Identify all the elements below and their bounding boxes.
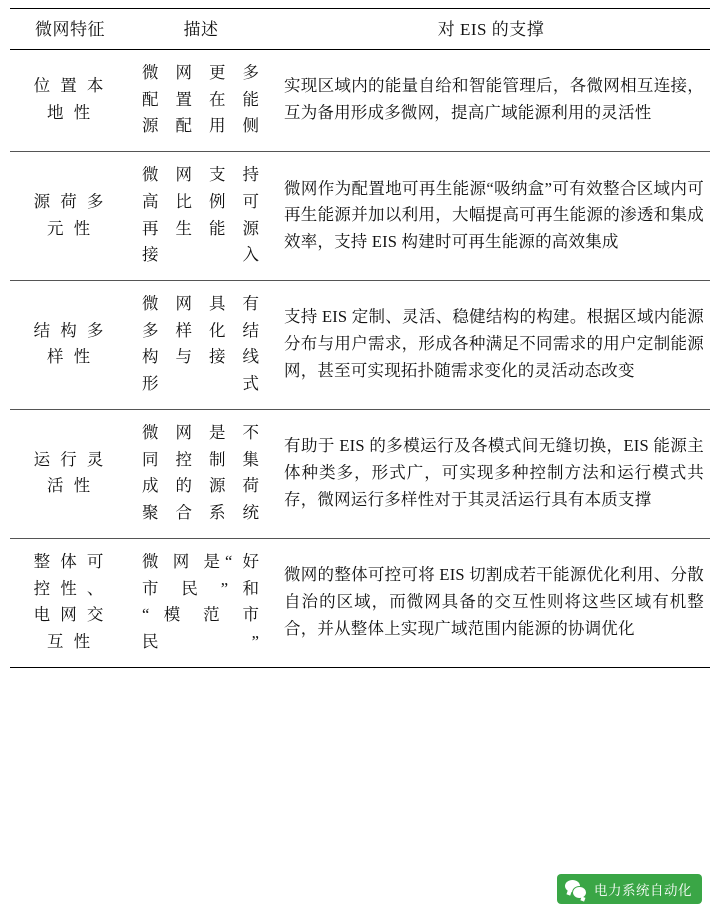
feature-line: 结 构 多: [33, 320, 107, 340]
description-line: 形 式: [142, 374, 260, 394]
cell-support: 支持 EIS 定制、灵活、稳健结构的构建。根据区域内能源分布与用户需求，形成各种满足不同需求的用户定制能源网，甚至可实现拓扑随需求变化的灵活动态改变: [272, 281, 710, 410]
cell-description: [130, 409, 272, 538]
feature-line: 活 性: [46, 476, 94, 496]
cell-feature: [10, 538, 130, 667]
column-header-description: 描述: [130, 9, 272, 50]
column-header-feature: 微网特征: [10, 9, 130, 50]
description-line: 构 与 接 线: [142, 347, 260, 367]
description-line: 再 生 能 源: [142, 218, 260, 238]
description-line: 微 网 支 持: [142, 165, 260, 185]
feature-line: 元 性: [46, 218, 94, 238]
description-line: 民 ”: [142, 631, 260, 651]
description-line: 微 网 具 有: [142, 294, 260, 314]
table-row: [10, 409, 710, 538]
wechat-icon: [565, 880, 587, 899]
cell-description: [130, 538, 272, 667]
feature-line: 源 荷 多: [33, 191, 107, 211]
description-line: 微 网 是“ 好: [142, 551, 260, 571]
table-header-row: [10, 9, 710, 50]
cell-feature: [10, 50, 130, 152]
feature-line: 整 体 可: [33, 551, 107, 571]
description-line: 配 置 在 能: [142, 89, 260, 109]
description-line: 微 网 更 多: [142, 63, 260, 82]
cell-description: [130, 152, 272, 281]
description-line: 市 民 ” 和: [142, 578, 260, 598]
description-line: 成 的 源 荷: [142, 476, 260, 496]
feature-line: 电 网 交: [33, 605, 107, 625]
table-row: [10, 538, 710, 667]
microgrid-feature-table: [10, 8, 710, 668]
feature-line: 样 性: [46, 347, 94, 367]
table-row: [10, 152, 710, 281]
footer: [0, 870, 720, 904]
cell-support: 有助于 EIS 的多模运行及各模式间无缝切换，EIS 能源主体种类多，形式广，可实现多种控制方法和运行模式共存，微网运行多样性对于其灵活运行具有本质支撑: [272, 409, 710, 538]
table-header: [10, 9, 710, 50]
feature-line: 运 行 灵: [33, 449, 107, 469]
cell-support: 微网的整体可控可将 EIS 切割成若干能源优化利用、分散自治的区域，而微网具备的交互性则将这些区域有机整合，并从整体上实现广域范围内能源的协调优化: [272, 538, 710, 667]
feature-line: 控 性 、: [33, 578, 107, 598]
cell-support: 实现区域内的能量自给和智能管理后，各微网相互连接，互为备用形成多微网，提高广域能源利用的灵活性: [272, 50, 710, 152]
cell-feature: [10, 409, 130, 538]
description-line: 源 配 用 侧: [142, 116, 260, 136]
column-header-support: 对 EIS 的支撑: [272, 9, 710, 50]
table-row: [10, 50, 710, 152]
cell-support: 微网作为配置地可再生能源“吸纳盒”可有效整合区域内可再生能源并加以利用，大幅提高可再生能源的渗透和集成效率，支持 EIS 构建时可再生能源的高效集成: [272, 152, 710, 281]
feature-line: 地 性: [46, 103, 94, 123]
wechat-badge[interactable]: [557, 874, 702, 904]
cell-feature: [10, 152, 130, 281]
table-row: [10, 281, 710, 410]
description-line: 微 网 是 不: [142, 422, 260, 442]
cell-description: [130, 281, 272, 410]
wechat-label: 电力系统自动化: [594, 883, 692, 898]
description-line: 接 入: [142, 245, 260, 265]
description-line: 同 控 制 集: [142, 449, 260, 469]
feature-line: 互 性: [46, 631, 94, 651]
cell-description: [130, 50, 272, 152]
cell-feature: [10, 281, 130, 410]
description-line: 高 比 例 可: [142, 191, 260, 211]
description-line: 聚 合 系 统: [142, 503, 260, 523]
feature-line: 位 置 本: [33, 76, 107, 96]
description-line: 多 样 化 结: [142, 320, 260, 340]
description-line: “ 模 范 市: [142, 605, 260, 625]
table-body: [10, 50, 710, 668]
